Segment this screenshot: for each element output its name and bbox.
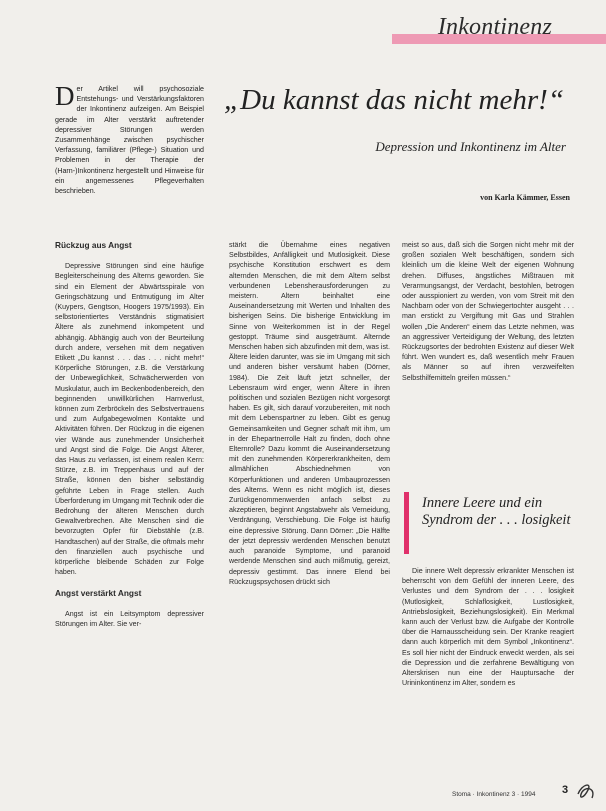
article-subheadline: Depression und Inkontinenz im Alter xyxy=(375,139,566,154)
pull-quote: Innere Leere und ein Syndrom der . . . losigkeit xyxy=(422,495,571,528)
column-1 xyxy=(55,240,204,785)
intro-text: er Artikel will psychosoziale Entstehungs- und Verstärkungsfaktoren der Inkontinenz aufzeigen. Am Beispiel gerade im Alter verstärkt auftretender depressiver Störungen werden Zusammenhänge zwischen psychischer Verfassung, familiärer (Pflege-) Situation und Problemen in der Therapie der (Harn-)Inkontinenz hergestellt und Hinweise für ein angemessenes Pflegeverhalten beschrieben. xyxy=(55,85,204,196)
drop-cap: D xyxy=(55,81,75,111)
section-heading-angst: Angst verstärkt Angst xyxy=(55,587,142,598)
article-headline: „Du kannst das nicht mehr!“ xyxy=(224,84,564,116)
column-2 xyxy=(229,240,390,785)
column-3-bottom xyxy=(402,566,574,781)
handwritten-mark-icon xyxy=(574,780,600,802)
section-heading-rueckzug: Rückzug aus Angst xyxy=(55,240,132,250)
column-2-paragraph: stärkt die Übernahme eines negativen Selbstbildes, Anfälligkeit und Mutlosigkeit. Diese psychische Konstitution erschwert es dem alternden Menschen, die mit dem Altern selbst verbundenen Lebensherausforderungen zu meistern. Altern beinhaltet eine Auseinandersetzung mit Werten und Inhalten des bisherigen Seins. Die bisherige Entwicklung im Sinne von Weiterkommen ist in der Regel gestoppt. Träume sind ausgeträumt. Alternde Menschen haben sich abzufinden mit dem, was ist. Ältere leiden darunter, was sie im Umgang mit sich und anderen bisher versäumt haben (Dörner, 1984). Die Zeit läuft jetzt schneller, der Lebensraum wird enger, wenn Ältere in ihren politischen und sozialen Bezügen nicht vorgesorgt haben. Es gilt, sich darauf vorzubereiten, mit noch mit dem Lebenspartner zu leben. Gibt es genug Gemeinsamkeiten und Gegner schaft mit ihm, um in der Ehepartnerrolle Halt zu finden, doch ohne Elternrolle? Dazu kommt die Auseinandersetzung mit den zunehmenden Körpererkrankheiten, dem allmählichen Abschiednehmen von Körperfunktionen und anderen Umbauprozessen des Alterns. Wenn es nicht möglich ist, dieses Zurückgenommenwerden anfach selbst zu akzeptieren, beginnt Angstabwehr als Verneidung, Verdrängung, Verschiebung. Die Folge ist häufig eine depressive Störung. Dann Dörner: „Die Hälfte der jetzt depressiv werdenden Menschen benutzt auch paranoide Symptome, und paranoid werdende Menschen sind auch mißmutig, gereizt, depressiv gestimmt. Das innere Elend bei Rückzugspsychosen drückt sich xyxy=(229,241,390,586)
footer-source: Stoma · Inkontinenz 3 · 1994 xyxy=(452,791,536,798)
article-intro xyxy=(55,81,204,196)
column-1-paragraph-1: Depressive Störungen sind eine häufige Begleiterscheinung des Alterns geworden. Sie sind ein Element der Abwärtsspirale von Geringschätzung und Entmutigung im Alter (Kuypers, Gengtson, Hoogers 1975/1993). Ein selbstorientiertes Verständnis stigmatisiert Ältere als zunehmend inkompetent und abhängig. Abhängig auch von der Beurteilung durch andere, versehen mit dem negativen Etikett „Du kannst . . . das . . . nicht mehr!“ Körperliche Störungen, z.B. die Verstärkung der Unbeweglichkeit, Schwächerwerden von Muskulatur, auch im Beckenbodenbereich, den beginnenden unwillkürlichen Harnverlust, können zum Zerbröckeln des Selbstvertrauens und zum Aufgabegewolmen Kontakte und Aktivitäten führen. Der Rückzug in die eigenen vier Wände aus zunehmender Unsicherheit und Angst sind die Folge. Die Angst Älterer, das Haus zu verlassen, ist einem realen Kern: Stürze, z.B. im Treppenhaus und auf der Straße, können den bisher selbständig geführte Leben in Frage stellen. Auch Überforderung im Umgang mit Technik oder die Bedrohung der älteren Menschen durch Gewaltverbrechen. Alte Menschen sind die bevorzugten Opfer für Diebstähle (z.B. Handtaschen) auf der Straße, die oftmals mehr den finanziellen auch psychische und körperliche bleibende Schäden zur Folge haben. xyxy=(55,262,204,577)
column-3-top xyxy=(402,240,574,480)
column-3-paragraph-1: meist so aus, daß sich die Sorgen nicht mehr mit der großen sozialen Welt beschäftigen, sondern sich kleinlich um die kleine Welt der eigenen Wohnung drehen. Diffuses, ängstliches Mißtrauen mit Verarmungsangst, der Verdacht, bestohlen, betrogen oder ausspioniert zu werden, von vom Streit mit den Nachbarn oder von der Schwiegertochter ausgeht . . . man erstickt zu Vergiftung mit Gas und Strahlen wollen „Die Anderen“ einem das Letzte nehmen, was an aggressiver Verteidigung der Weltung, des letzten Rückzugsortes der bedrohten Existenz auf dieser Welt führt. Wen wundert es, daß wesentlich mehr Frauen als Männer so auf ihren verzweifelten Selbsthilfemitteln greifen müssen.“ xyxy=(402,241,574,382)
page-number: 3 xyxy=(562,784,569,796)
section-kicker: Inkontinenz xyxy=(437,14,552,40)
article-byline: von Karla Kämmer, Essen xyxy=(480,193,570,202)
column-3-paragraph-2: Die innere Welt depressiv erkrankter Menschen ist beherrscht von dem Gefühl der inneren Leere, des Verlustes und dem Syndrom der . . . losigkeit (Mutlosigkeit, Schlaflosigkeit, Lustlosigkeit, Antriebslosigkeit, Beziehungslosigkeit). Ein Merkmal kann auch der Verlust bzw. die Aufgabe der Kontrolle über die Harnausscheidung sein. Der Kranke reagiert dann auch körperlich mit dem Symbol „Inkontinenz“. Es soll hier nicht der Eindruck erweckt werden, als sei die Depression und die zerfahrene Bewältigung von Alterskrisen nun eine der Hauptursache der Urininkontinenz im Alter, sondern es xyxy=(402,567,574,688)
pull-quote-bar xyxy=(404,492,409,554)
column-1-paragraph-2: Angst ist ein Leitsymptom depressiver Störungen im Alter. Sie ver- xyxy=(55,609,204,628)
